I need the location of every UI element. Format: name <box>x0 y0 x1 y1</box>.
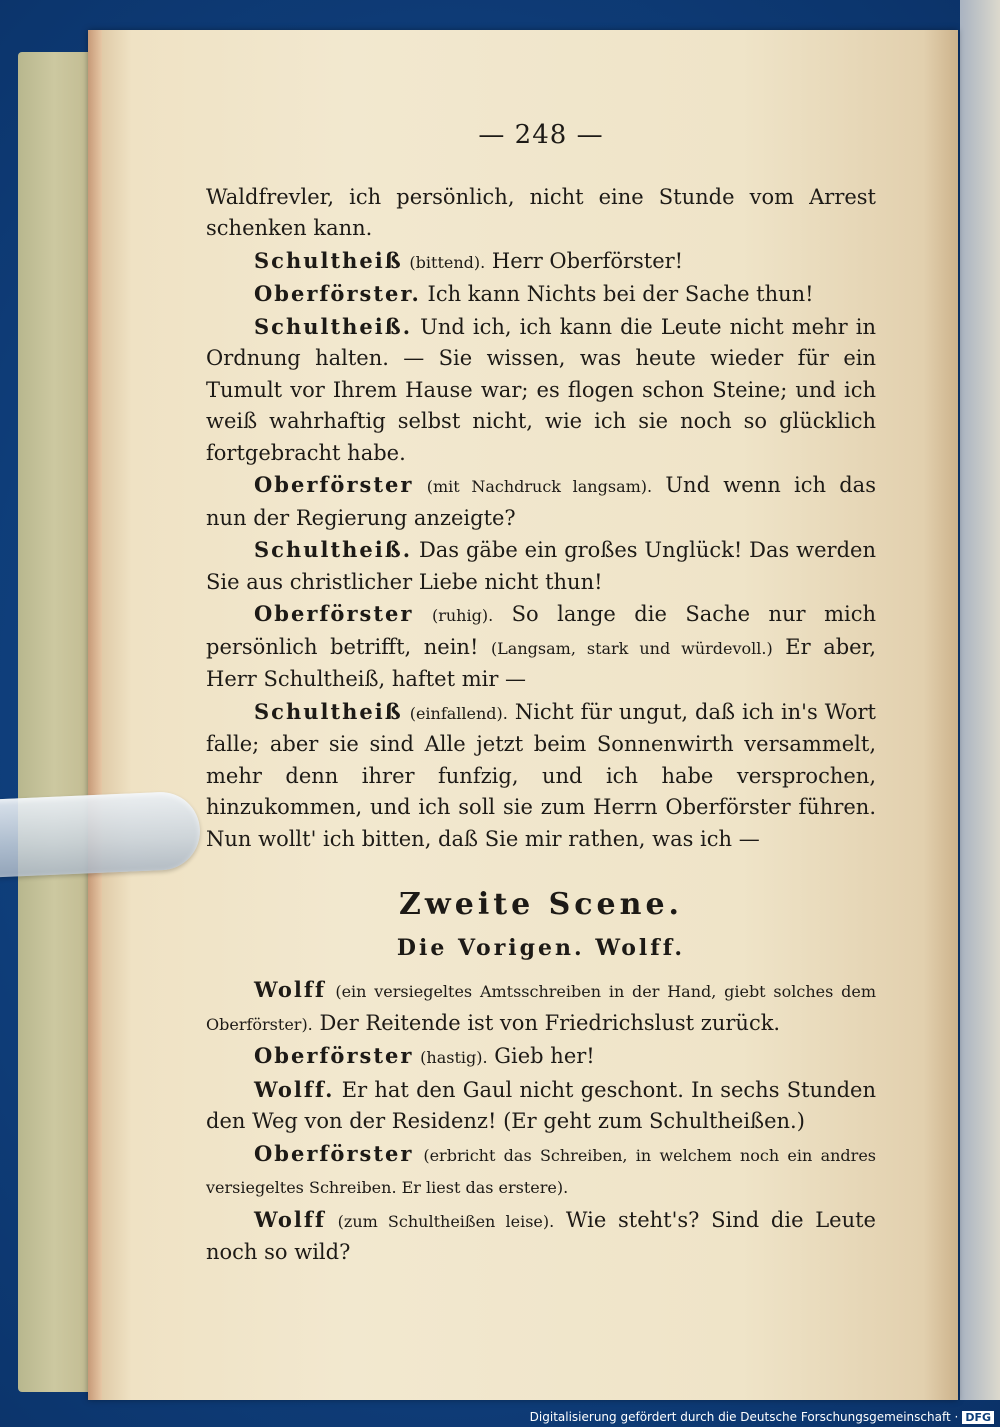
page-holder-clip <box>0 790 202 877</box>
dialogue-line <box>206 1040 876 1074</box>
speech-text: Und ich, ich kann die Leute nicht mehr in Ordnung halten. — Sie wissen, was heute wieder für ein Tumult vor Ihrem Hause war; es flogen schon Steine; und ich weiß wahrhaftig selbst nicht, wie ich sie noch so glücklich fortgebracht habe. <box>206 314 876 465</box>
stage-direction: (zum Schultheißen leise). <box>337 1211 555 1231</box>
dialogue-line <box>206 598 876 696</box>
dialogue-line <box>206 1204 876 1269</box>
speaker-name: Oberförster <box>254 472 414 497</box>
facing-page-edge <box>960 0 1000 1400</box>
speech-text: Und wenn ich das nun der Regierung anzeigte? <box>206 473 876 530</box>
dialogue-line <box>206 311 876 470</box>
text-line-1: Waldfrevler, ich persönlich, nicht eine Stunde vom Arrest schenken kann. <box>206 184 876 240</box>
speech-text: Das gäbe ein großes Unglück! Das werden Sie aus christlicher Liebe nicht thun! <box>206 538 876 594</box>
dialogue-line <box>206 974 876 1040</box>
footer-text: Digitalisierung gefördert durch die Deutsche Forschungsgemeinschaft · <box>529 1410 959 1424</box>
speaker-name: Schultheiß <box>254 698 403 724</box>
speech-text: Herr Oberförster! <box>491 248 684 273</box>
speech-text: Wie steht's? Sind die Leute noch so wild? <box>206 1207 876 1264</box>
speaker-name: Oberförster. <box>254 281 421 306</box>
dialogue-line <box>206 1074 876 1138</box>
speaker-name: Wolff <box>254 977 326 1002</box>
speech-text: Der Reitende ist von Friedrichslust zurück. <box>319 1010 781 1035</box>
speech-text: So lange die Sache nur mich persönlich betrifft, nein! <box>206 602 876 659</box>
page-text <box>206 120 876 1269</box>
stage-direction: (erbricht das Schreiben, in welchem noch ein andres versiegeltes Schreiben. Er liest das erstere). <box>206 1145 876 1197</box>
speaker-name: Oberförster <box>254 1140 414 1166</box>
stage-direction: (Er geht zum Schultheißen.) <box>503 1109 805 1133</box>
dialogue-line <box>206 1138 876 1204</box>
stage-direction: (einfallend). <box>409 703 508 723</box>
dialogue-line <box>206 469 876 534</box>
page-gutter <box>88 30 102 1400</box>
speaker-name: Wolff <box>254 1206 326 1232</box>
stage-direction: (ein versiegeltes Amtsschreiben in der Hand, giebt solches dem Oberförster). <box>206 982 876 1034</box>
speech-text: Ich kann Nichts bei der Sache thun! <box>427 282 814 306</box>
speaker-name: Oberförster <box>254 601 414 626</box>
dialogue-line <box>206 696 876 856</box>
dfg-logo: DFG <box>962 1411 994 1424</box>
stage-direction: (hastig). <box>420 1048 488 1067</box>
dialogue-line <box>206 278 876 311</box>
speaker-name: Wolff. <box>254 1076 335 1102</box>
speech-text: Er aber, Herr Schultheiß, haftet mir — <box>206 634 876 691</box>
dialogue-line <box>206 534 876 598</box>
speaker-name: Schultheiß <box>254 247 403 273</box>
speaker-name: Oberförster <box>254 1043 414 1068</box>
speech-text: Er hat den Gaul nicht geschont. In sechs Stunden den Weg von der Residenz! <box>206 1077 876 1133</box>
stage-direction: (mit Nachdruck langsam). <box>426 477 653 496</box>
speech-text: Nicht für ungut, daß ich in's Wort falle; aber sie sind Alle jetzt beim Sonnenwirth versammelt, mehr denn ihrer funfzig, und ich habe versprochen, hinzukommen, und ich soll sie zum Herrn Oberförster führen. Nun wollt' ich bitten, daß Sie mir rathen, was ich — <box>206 699 876 851</box>
footer-credit <box>530 1410 994 1424</box>
page-number: — 248 — <box>478 120 604 150</box>
stage-direction: (Langsam, stark und würdevoll.) <box>490 638 773 658</box>
stage-direction: (ruhig). <box>431 606 494 625</box>
speaker-name: Schultheiß. <box>254 313 413 339</box>
scene-heading: Zweite Scene. <box>399 887 683 922</box>
dialogue-line <box>206 245 876 279</box>
scene-cast: Die Vorigen. Wolff. <box>396 934 686 961</box>
speaker-name: Schultheiß. <box>254 537 413 562</box>
speech-text: Gieb her! <box>494 1044 595 1068</box>
stage-direction: (bittend). <box>409 252 486 272</box>
